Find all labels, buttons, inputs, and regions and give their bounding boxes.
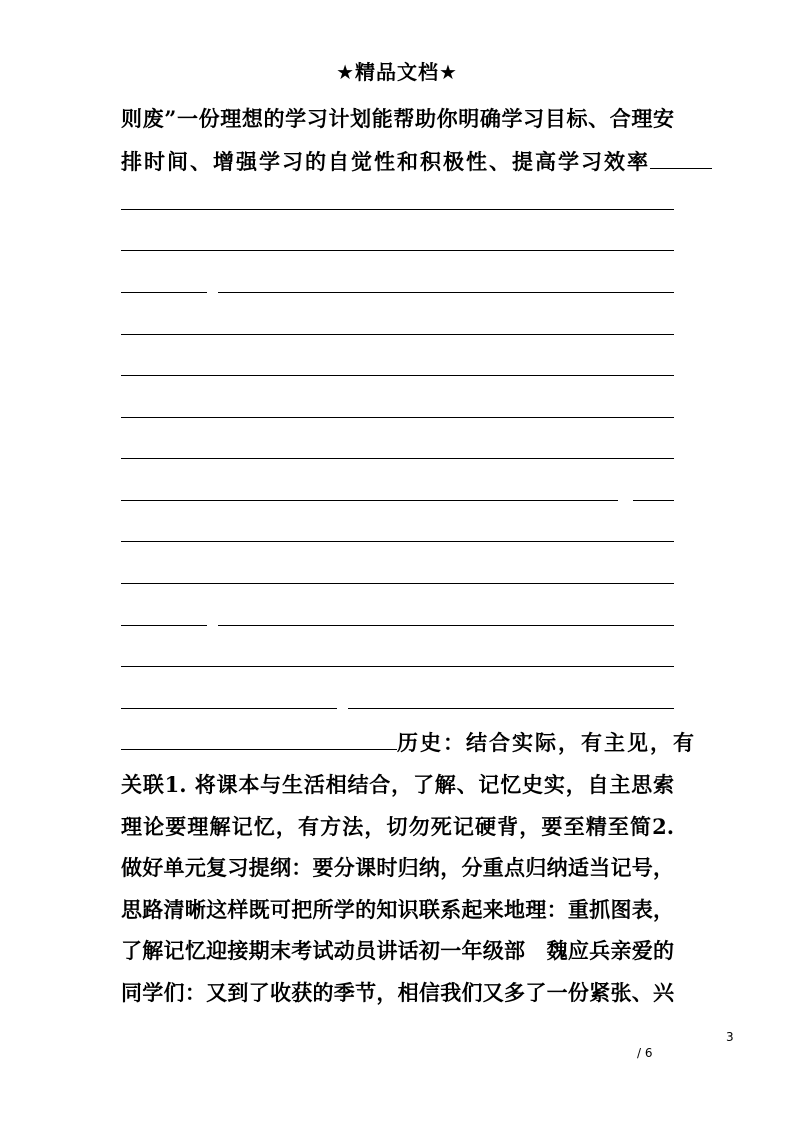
blank-rule-10 xyxy=(121,583,674,585)
blank-rule-11 xyxy=(121,625,674,627)
fill-in-blank-rule xyxy=(121,748,397,750)
text-line-9: 同学们：又到了收获的季节，相信我们又多了一份紧张、兴 xyxy=(121,980,674,1005)
blank-rule-1 xyxy=(121,209,674,211)
fill-in-blank-rule xyxy=(650,167,712,169)
text-line-7: 思路清晰这样既可把所学的知识联系起来地理：重抓图表， xyxy=(121,897,674,922)
blank-rule-7 xyxy=(121,458,674,460)
page-count: / 6 xyxy=(637,1046,653,1060)
text-line-8: 了解记忆迎接期末考试动员讲话初一年级部 魏应兵亲爱的 xyxy=(121,938,674,963)
page-number: 3 xyxy=(726,1030,734,1044)
text-line-3-text: 历史：结合实际，有主见，有 xyxy=(397,730,696,755)
blank-rule-5 xyxy=(121,375,674,377)
blank-rule-13 xyxy=(121,708,674,710)
text-line-3 xyxy=(121,728,696,758)
text-line-6: 做好单元复习提纲：要分课时归纳，分重点归纳适当记号， xyxy=(121,855,674,880)
text-line-4: 关联1. 将课本与生活相结合，了解、记忆史实，自主思索 xyxy=(121,772,674,797)
blank-rule-3 xyxy=(121,292,674,294)
blank-rule-12 xyxy=(121,666,674,668)
text-line-5: 理论要理解记忆，有方法，切勿死记硬背，要至精至简2. xyxy=(121,814,674,839)
text-line-2 xyxy=(121,147,674,177)
blank-rule-2 xyxy=(121,250,674,252)
document-header: ★精品文档★ xyxy=(336,60,458,84)
text-line-1: 则废”一份理想的学习计划能帮助你明确学习目标、合理安 xyxy=(121,106,674,131)
text-line-2-text: 排时间、增强学习的自觉性和积极性、提高学习效率 xyxy=(121,149,650,174)
blank-rule-9 xyxy=(121,541,674,543)
blank-rule-6 xyxy=(121,417,674,419)
blank-rule-8 xyxy=(121,500,674,502)
blank-rule-4 xyxy=(121,334,674,336)
